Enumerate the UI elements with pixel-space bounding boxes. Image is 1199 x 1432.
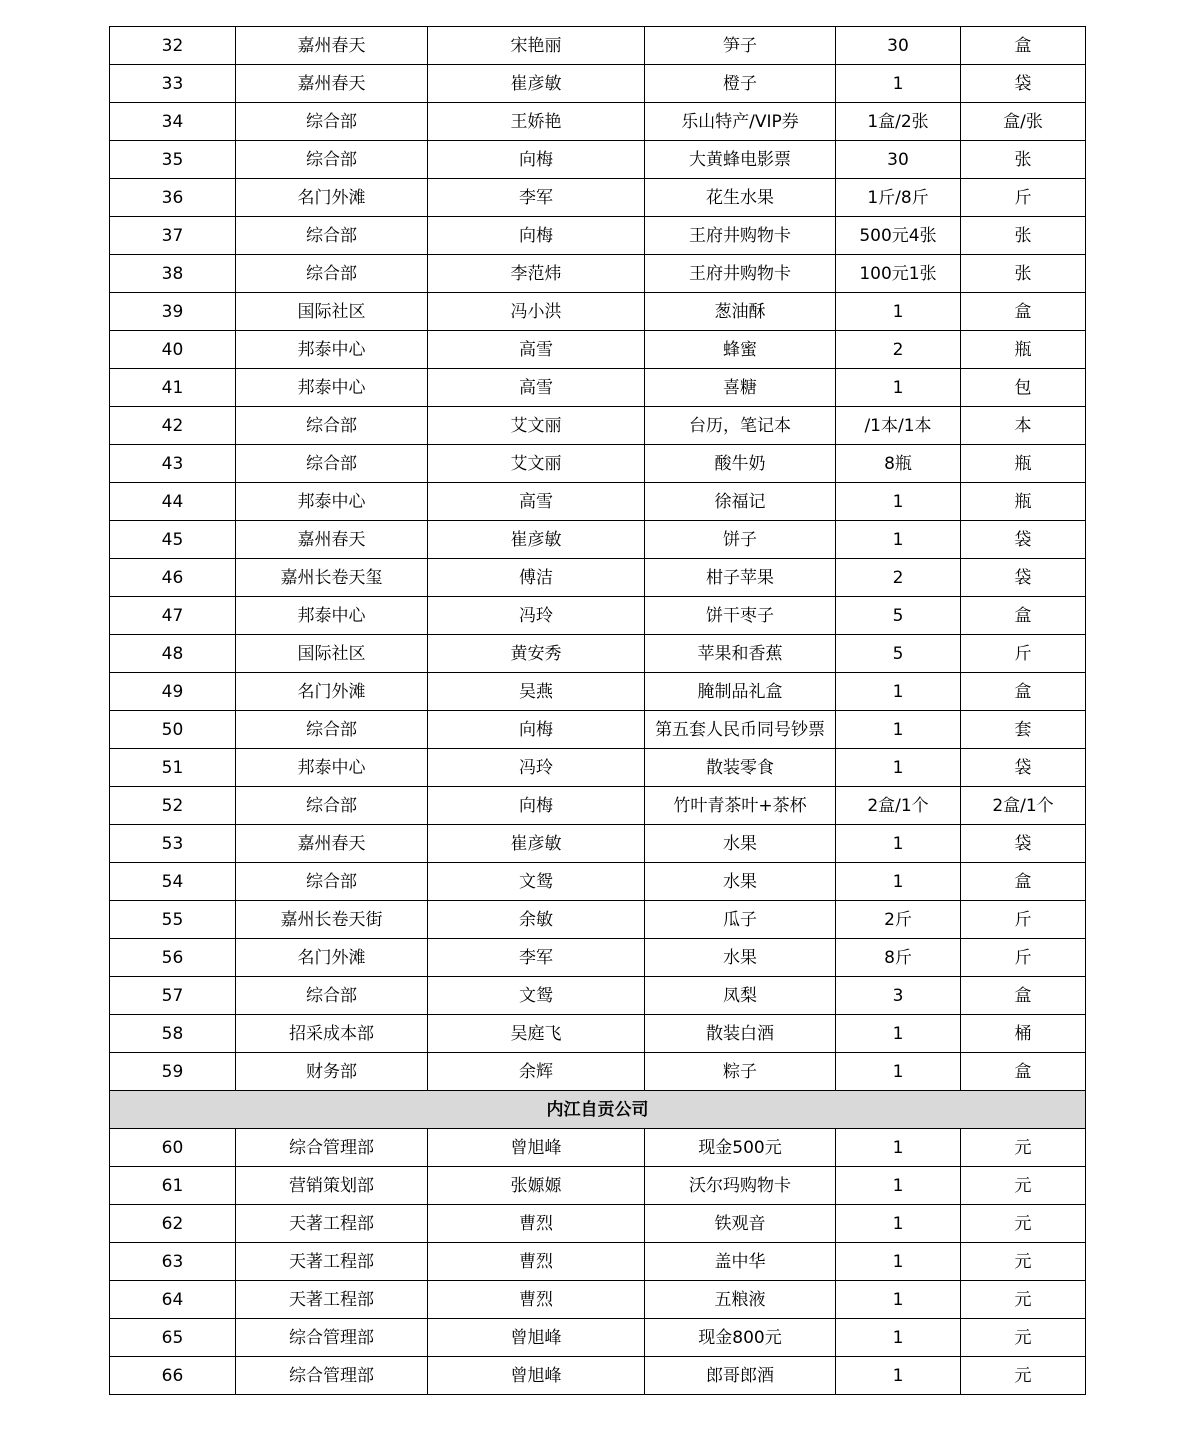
cell-unit: 瓶 (961, 445, 1086, 483)
cell-person: 余敏 (428, 901, 645, 939)
cell-person: 傅洁 (428, 559, 645, 597)
cell-item: 铁观音 (645, 1205, 836, 1243)
cell-person: 崔彦敏 (428, 825, 645, 863)
cell-index: 66 (110, 1357, 236, 1395)
cell-index: 38 (110, 255, 236, 293)
cell-quantity: 5 (836, 597, 961, 635)
table-row (110, 1129, 1086, 1167)
cell-department: 综合部 (236, 863, 428, 901)
cell-item: 沃尔玛购物卡 (645, 1167, 836, 1205)
cell-person: 向梅 (428, 711, 645, 749)
cell-unit: 袋 (961, 825, 1086, 863)
cell-quantity: 1 (836, 711, 961, 749)
cell-department: 邦泰中心 (236, 597, 428, 635)
cell-item: 乐山特产/VIP券 (645, 103, 836, 141)
cell-quantity: 2斤 (836, 901, 961, 939)
cell-unit: 元 (961, 1129, 1086, 1167)
cell-item: 水果 (645, 939, 836, 977)
cell-index: 50 (110, 711, 236, 749)
cell-quantity: 1斤/8斤 (836, 179, 961, 217)
cell-quantity: 30 (836, 141, 961, 179)
cell-person: 崔彦敏 (428, 521, 645, 559)
cell-department: 综合部 (236, 711, 428, 749)
cell-unit: 斤 (961, 635, 1086, 673)
cell-unit: 盒 (961, 1053, 1086, 1091)
table-row (110, 445, 1086, 483)
cell-unit: 斤 (961, 939, 1086, 977)
cell-quantity: 1 (836, 1015, 961, 1053)
cell-unit: 2盒/1个 (961, 787, 1086, 825)
cell-index: 56 (110, 939, 236, 977)
cell-item: 散装白酒 (645, 1015, 836, 1053)
cell-person: 吴庭飞 (428, 1015, 645, 1053)
section-title: 内江自贡公司 (110, 1091, 1086, 1129)
table-row (110, 1205, 1086, 1243)
table-row (110, 977, 1086, 1015)
cell-item: 竹叶青茶叶+茶杯 (645, 787, 836, 825)
cell-department: 综合部 (236, 407, 428, 445)
table-row (110, 749, 1086, 787)
cell-index: 64 (110, 1281, 236, 1319)
cell-person: 曹烈 (428, 1281, 645, 1319)
cell-quantity: 1 (836, 1053, 961, 1091)
cell-quantity: 1 (836, 1129, 961, 1167)
cell-department: 综合部 (236, 787, 428, 825)
cell-department: 邦泰中心 (236, 369, 428, 407)
cell-index: 39 (110, 293, 236, 331)
cell-department: 国际社区 (236, 293, 428, 331)
cell-quantity: 500元4张 (836, 217, 961, 255)
cell-index: 52 (110, 787, 236, 825)
cell-item: 王府井购物卡 (645, 255, 836, 293)
cell-item: 橙子 (645, 65, 836, 103)
table-row (110, 939, 1086, 977)
cell-person: 曾旭峰 (428, 1357, 645, 1395)
cell-item: 水果 (645, 863, 836, 901)
table-row (110, 787, 1086, 825)
cell-person: 冯小洪 (428, 293, 645, 331)
cell-item: 现金800元 (645, 1319, 836, 1357)
cell-quantity: 8斤 (836, 939, 961, 977)
cell-quantity: 1 (836, 749, 961, 787)
cell-quantity: 8瓶 (836, 445, 961, 483)
cell-index: 44 (110, 483, 236, 521)
cell-person: 吴燕 (428, 673, 645, 711)
cell-index: 62 (110, 1205, 236, 1243)
cell-item: 饼干枣子 (645, 597, 836, 635)
cell-quantity: 1盒/2张 (836, 103, 961, 141)
cell-item: 盖中华 (645, 1243, 836, 1281)
cell-unit: 斤 (961, 901, 1086, 939)
cell-department: 邦泰中心 (236, 749, 428, 787)
cell-item: 五粮液 (645, 1281, 836, 1319)
cell-item: 柑子苹果 (645, 559, 836, 597)
table-row (110, 1281, 1086, 1319)
cell-index: 35 (110, 141, 236, 179)
cell-index: 53 (110, 825, 236, 863)
cell-quantity: 1 (836, 1319, 961, 1357)
cell-item: 腌制品礼盒 (645, 673, 836, 711)
cell-unit: 袋 (961, 559, 1086, 597)
cell-index: 45 (110, 521, 236, 559)
cell-quantity: 1 (836, 369, 961, 407)
cell-unit: 桶 (961, 1015, 1086, 1053)
cell-unit: 元 (961, 1281, 1086, 1319)
cell-department: 综合部 (236, 255, 428, 293)
table-row (110, 597, 1086, 635)
table-row (110, 331, 1086, 369)
cell-unit: 斤 (961, 179, 1086, 217)
table-row (110, 521, 1086, 559)
cell-unit: 盒 (961, 293, 1086, 331)
cell-department: 嘉州春天 (236, 27, 428, 65)
cell-unit: 张 (961, 255, 1086, 293)
cell-quantity: 5 (836, 635, 961, 673)
cell-index: 40 (110, 331, 236, 369)
table-row (110, 141, 1086, 179)
cell-department: 综合部 (236, 977, 428, 1015)
cell-department: 综合管理部 (236, 1129, 428, 1167)
cell-department: 营销策划部 (236, 1167, 428, 1205)
cell-unit: 套 (961, 711, 1086, 749)
cell-item: 郎哥郎酒 (645, 1357, 836, 1395)
cell-unit: 张 (961, 217, 1086, 255)
table-row (110, 1357, 1086, 1395)
cell-index: 43 (110, 445, 236, 483)
cell-department: 综合管理部 (236, 1357, 428, 1395)
cell-unit: 瓶 (961, 483, 1086, 521)
cell-quantity: 1 (836, 521, 961, 559)
cell-unit: 袋 (961, 521, 1086, 559)
cell-index: 59 (110, 1053, 236, 1091)
cell-person: 李范炜 (428, 255, 645, 293)
table-row (110, 1015, 1086, 1053)
cell-unit: 盒 (961, 863, 1086, 901)
cell-department: 嘉州春天 (236, 825, 428, 863)
cell-unit: 瓶 (961, 331, 1086, 369)
cell-unit: 张 (961, 141, 1086, 179)
cell-person: 文鸳 (428, 977, 645, 1015)
cell-person: 艾文丽 (428, 407, 645, 445)
cell-quantity: 1 (836, 1281, 961, 1319)
table-row (110, 483, 1086, 521)
table-row (110, 635, 1086, 673)
cell-person: 宋艳丽 (428, 27, 645, 65)
cell-index: 63 (110, 1243, 236, 1281)
cell-index: 47 (110, 597, 236, 635)
cell-item: 笋子 (645, 27, 836, 65)
cell-index: 42 (110, 407, 236, 445)
cell-index: 49 (110, 673, 236, 711)
cell-person: 向梅 (428, 217, 645, 255)
cell-item: 王府井购物卡 (645, 217, 836, 255)
table-row (110, 407, 1086, 445)
table-row (110, 103, 1086, 141)
cell-quantity: 1 (836, 1243, 961, 1281)
cell-unit: 盒 (961, 977, 1086, 1015)
cell-person: 高雪 (428, 483, 645, 521)
cell-person: 黄安秀 (428, 635, 645, 673)
cell-index: 48 (110, 635, 236, 673)
cell-person: 崔彦敏 (428, 65, 645, 103)
cell-unit: 元 (961, 1319, 1086, 1357)
gift-register-table (109, 26, 1086, 1395)
cell-item: 苹果和香蕉 (645, 635, 836, 673)
cell-index: 32 (110, 27, 236, 65)
cell-item: 台历，笔记本 (645, 407, 836, 445)
cell-department: 天著工程部 (236, 1243, 428, 1281)
cell-unit: 盒 (961, 597, 1086, 635)
cell-person: 艾文丽 (428, 445, 645, 483)
cell-quantity: 1 (836, 673, 961, 711)
cell-department: 名门外滩 (236, 939, 428, 977)
cell-department: 国际社区 (236, 635, 428, 673)
cell-person: 余辉 (428, 1053, 645, 1091)
cell-department: 综合部 (236, 445, 428, 483)
cell-quantity: 1 (836, 825, 961, 863)
cell-person: 曹烈 (428, 1205, 645, 1243)
cell-unit: 本 (961, 407, 1086, 445)
cell-item: 喜糖 (645, 369, 836, 407)
cell-index: 61 (110, 1167, 236, 1205)
cell-department: 综合部 (236, 217, 428, 255)
cell-department: 综合部 (236, 141, 428, 179)
cell-department: 财务部 (236, 1053, 428, 1091)
cell-quantity: 3 (836, 977, 961, 1015)
cell-index: 33 (110, 65, 236, 103)
cell-item: 现金500元 (645, 1129, 836, 1167)
table-row (110, 369, 1086, 407)
cell-unit: 元 (961, 1205, 1086, 1243)
cell-index: 37 (110, 217, 236, 255)
cell-item: 花生水果 (645, 179, 836, 217)
table-row (110, 863, 1086, 901)
cell-item: 第五套人民币同号钞票 (645, 711, 836, 749)
cell-index: 65 (110, 1319, 236, 1357)
cell-department: 天著工程部 (236, 1281, 428, 1319)
cell-department: 综合部 (236, 103, 428, 141)
table-body-upper (110, 27, 1086, 1091)
cell-department: 嘉州长卷天街 (236, 901, 428, 939)
cell-quantity: 1 (836, 863, 961, 901)
cell-index: 41 (110, 369, 236, 407)
cell-department: 综合管理部 (236, 1319, 428, 1357)
cell-unit: 袋 (961, 749, 1086, 787)
cell-unit: 元 (961, 1357, 1086, 1395)
cell-quantity: 1 (836, 483, 961, 521)
table-body-section (110, 1091, 1086, 1129)
cell-unit: 元 (961, 1167, 1086, 1205)
cell-department: 名门外滩 (236, 179, 428, 217)
cell-person: 曹烈 (428, 1243, 645, 1281)
cell-department: 嘉州春天 (236, 65, 428, 103)
cell-department: 嘉州长卷天玺 (236, 559, 428, 597)
table-row (110, 1053, 1086, 1091)
cell-person: 文鸳 (428, 863, 645, 901)
cell-quantity: 2盒/1个 (836, 787, 961, 825)
table-row (110, 559, 1086, 597)
cell-item: 蜂蜜 (645, 331, 836, 369)
cell-department: 招采成本部 (236, 1015, 428, 1053)
cell-department: 嘉州春天 (236, 521, 428, 559)
cell-unit: 盒 (961, 27, 1086, 65)
cell-person: 张嫄嫄 (428, 1167, 645, 1205)
cell-unit: 包 (961, 369, 1086, 407)
cell-item: 葱油酥 (645, 293, 836, 331)
cell-quantity: 30 (836, 27, 961, 65)
cell-department: 天著工程部 (236, 1205, 428, 1243)
cell-department: 邦泰中心 (236, 331, 428, 369)
cell-quantity: 2 (836, 331, 961, 369)
cell-person: 向梅 (428, 787, 645, 825)
table-row (110, 1167, 1086, 1205)
cell-index: 34 (110, 103, 236, 141)
table-row (110, 27, 1086, 65)
cell-person: 曾旭峰 (428, 1129, 645, 1167)
cell-quantity: 1 (836, 65, 961, 103)
cell-person: 李军 (428, 939, 645, 977)
table-row (110, 825, 1086, 863)
cell-person: 向梅 (428, 141, 645, 179)
cell-department: 名门外滩 (236, 673, 428, 711)
cell-item: 水果 (645, 825, 836, 863)
cell-person: 高雪 (428, 369, 645, 407)
cell-quantity: 1 (836, 1357, 961, 1395)
table-row (110, 255, 1086, 293)
cell-unit: 袋 (961, 65, 1086, 103)
cell-item: 饼子 (645, 521, 836, 559)
cell-person: 王娇艳 (428, 103, 645, 141)
cell-item: 徐福记 (645, 483, 836, 521)
table-body-lower (110, 1129, 1086, 1395)
cell-unit: 元 (961, 1243, 1086, 1281)
cell-quantity: 100元1张 (836, 255, 961, 293)
table-row (110, 901, 1086, 939)
table-row (110, 711, 1086, 749)
cell-item: 散装零食 (645, 749, 836, 787)
cell-person: 冯玲 (428, 749, 645, 787)
cell-index: 54 (110, 863, 236, 901)
table-row (110, 179, 1086, 217)
cell-unit: 盒 (961, 673, 1086, 711)
table-row (110, 1319, 1086, 1357)
cell-index: 46 (110, 559, 236, 597)
section-header-row (110, 1091, 1086, 1129)
cell-index: 55 (110, 901, 236, 939)
cell-quantity: 1 (836, 293, 961, 331)
cell-quantity: 1 (836, 1167, 961, 1205)
cell-item: 瓜子 (645, 901, 836, 939)
cell-department: 邦泰中心 (236, 483, 428, 521)
cell-item: 酸牛奶 (645, 445, 836, 483)
table-row (110, 293, 1086, 331)
table-row (110, 673, 1086, 711)
table-row (110, 65, 1086, 103)
cell-quantity: /1本/1本 (836, 407, 961, 445)
cell-person: 曾旭峰 (428, 1319, 645, 1357)
cell-quantity: 1 (836, 1205, 961, 1243)
cell-item: 粽子 (645, 1053, 836, 1091)
cell-unit: 盒/张 (961, 103, 1086, 141)
cell-index: 36 (110, 179, 236, 217)
cell-index: 51 (110, 749, 236, 787)
cell-index: 60 (110, 1129, 236, 1167)
table-row (110, 1243, 1086, 1281)
cell-index: 58 (110, 1015, 236, 1053)
cell-person: 李军 (428, 179, 645, 217)
cell-index: 57 (110, 977, 236, 1015)
cell-item: 凤梨 (645, 977, 836, 1015)
cell-item: 大黄蜂电影票 (645, 141, 836, 179)
table-row (110, 217, 1086, 255)
cell-quantity: 2 (836, 559, 961, 597)
cell-person: 冯玲 (428, 597, 645, 635)
cell-person: 高雪 (428, 331, 645, 369)
